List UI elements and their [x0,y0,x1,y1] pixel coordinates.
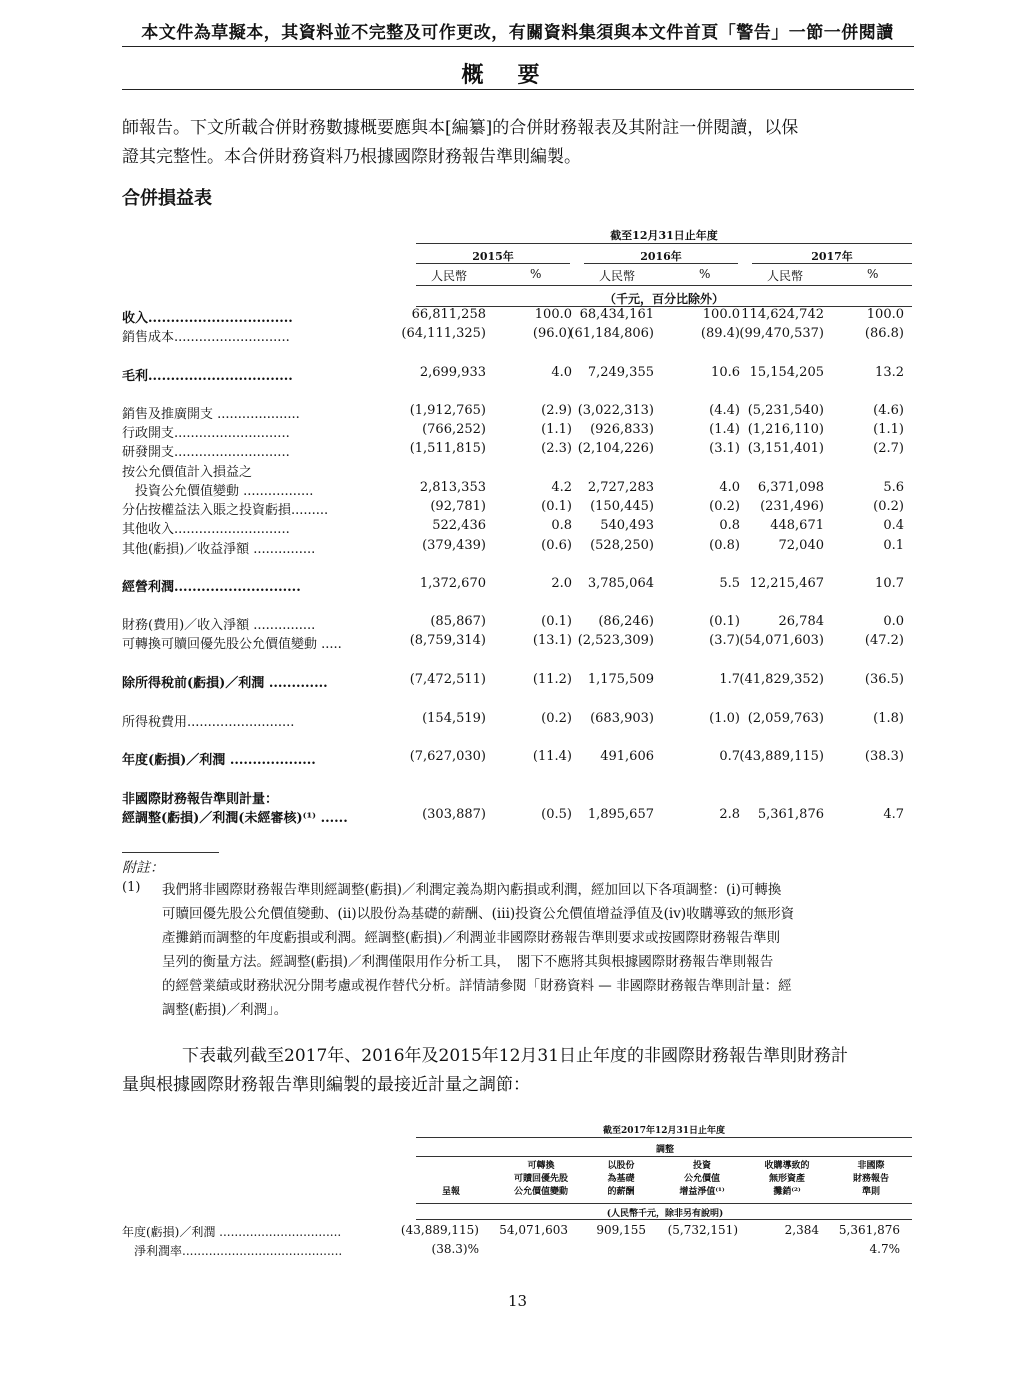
recon-column-header-line: 投資 [692,1161,711,1171]
cell-value: (54,071,603) [739,633,824,648]
row-label: 年度(虧損)／利潤 ................................ [122,1225,342,1239]
cell-value: (2.7) [873,441,904,456]
row-label: 所得稅費用.......................... [122,715,295,730]
note-line: 呈列的衡量方法。經調整(虧損)／利潤僅限用作分析工具， 閣下不應將其與根據國際財務報告準則報告 [162,954,774,970]
row-label: 行政開支............................ [122,426,290,441]
recon-column-header-line: 為基礎 [607,1174,635,1184]
cell-value: 4.0 [551,365,572,380]
cell-value: 100.0 [534,307,572,322]
recon-column-header-line: 呈報 [441,1187,460,1197]
cell-value: 0.4 [883,518,904,533]
cell-value: 5.6 [883,480,904,495]
recon-period-header: 截至2017年12月31日止年度 [602,1126,726,1136]
intro-line-1: 師報告。下文所載合併財務數據概要應與本[編纂]的合併財務報表及其附註一併閱讀，以保 [122,118,799,138]
recon-rule-1 [416,1137,912,1138]
table-row [122,480,914,498]
recon-rule-3 [416,1203,912,1204]
cell-value: 0.0 [883,614,904,629]
cell-value: (231,496) [760,499,824,514]
cell-value: (4.4) [709,403,740,418]
recon-column-header [833,1160,909,1199]
cell-value: (683,903) [590,711,654,726]
cell-value: (13.1) [532,633,572,648]
row-label: 年度(虧損)／利潤 ................... [122,753,316,768]
cell-value: (86,246) [598,614,654,629]
cell-value: 5.5 [719,576,740,591]
cell-value: (96.0) [532,326,572,341]
table-row [122,749,914,767]
cell-value: 0.1 [883,538,904,553]
cell-value: 15,154,205 [749,365,824,380]
cell-value: (11.4) [532,749,572,764]
recon-column-header-line: 公允價值 [683,1174,720,1184]
cell-value: (766,252) [422,422,486,437]
table-row [122,633,914,651]
year-2016: 2016年 [640,250,682,263]
cell-value: 10.7 [875,576,904,591]
note-number: (1) [122,880,141,895]
cell-value: (43,889,115) [739,749,824,764]
period-header: 截至12月31日止年度 [610,229,718,242]
cell-value: (3,151,401) [747,441,824,456]
table-row [122,1223,914,1239]
cell-value: (4.6) [873,403,904,418]
unit-note: （千元，百分比除外） [603,292,724,306]
cell-value: (61,184,806) [569,326,654,341]
recon-column-header-line: 可贖回優先股 [513,1174,568,1184]
table-row [122,1242,914,1258]
row-label: 研發開支............................ [122,445,290,460]
cell-value: 3,785,064 [587,576,654,591]
note-line: 產攤銷而調整的年度虧損或利潤。經調整(虧損)／利潤並非國際財務報告準則要求或按國際財務報告準則 [162,930,781,946]
cell-value: 26,784 [778,614,824,629]
col-pct-2016: % [699,267,711,281]
cell-value: (85,867) [430,614,486,629]
cell-value: 1.7 [719,672,740,687]
recon-column-header-line [416,1173,486,1186]
cell-value: (303,887) [422,807,486,822]
section-heading: 合併損益表 [122,188,212,209]
cell-value: 4.0 [719,480,740,495]
cell-value: (3,022,313) [577,403,654,418]
recon-intro-line-1: 下表載列截至2017年、2016年及2015年12月31日止年度的非國際財務報告準則財務計 [182,1046,849,1066]
recon-intro [122,1042,914,1100]
cell-value: (3.1) [709,441,740,456]
cell-value: (3.7) [709,633,740,648]
cell-value: 100.0 [702,307,740,322]
cell-value: (7,627,030) [409,749,486,764]
cell-value: (0.5) [541,807,572,822]
recon-column-header [416,1160,486,1199]
cell-value: (43,889,115) [400,1223,479,1237]
cell-value: 2.0 [551,576,572,591]
cell-value: (7,472,511) [409,672,486,687]
cell-value: (8,759,314) [409,633,486,648]
table-row [122,672,914,690]
cell-value: (528,250) [590,538,654,553]
cell-value: (0.2) [709,499,740,514]
row-label: 可轉換可贖回優先股公允價值變動 ..... [122,637,342,652]
year-rule-2017 [752,263,912,264]
table-row [122,326,914,344]
year-rule-2016 [584,263,738,264]
row-label: 分佔按權益法入賬之投資虧損......... [122,503,329,518]
cell-value: 2.8 [719,807,740,822]
cell-value: (0.1) [541,499,572,514]
year-rule-2015 [416,263,570,264]
cell-value: (36.5) [864,672,904,687]
cell-value: (2,104,226) [577,441,654,456]
cell-value: 114,624,742 [741,307,824,322]
recon-column-header [748,1160,826,1199]
cell-value: (0.1) [541,614,572,629]
cell-value: (38.3)% [431,1242,479,1256]
cell-value: (86.8) [864,326,904,341]
note-line: 的經營業績或財務狀況分開考慮或視作替代分析。詳情請參閱「財務資料 — 非國際財務報告準則計量：經 [162,978,792,994]
cell-value: 5,361,876 [838,1223,900,1237]
cell-value: (1,511,815) [409,441,486,456]
col-pct-2017: % [867,267,879,281]
cell-value: (0.8) [709,538,740,553]
col-rmb-2015: 人民幣 [431,269,468,283]
row-label: 銷售及推廣開支 .................... [122,407,300,422]
cell-value: 54,071,603 [499,1223,568,1237]
table-row [122,614,914,632]
cell-value: (379,439) [422,538,486,553]
table-row [122,307,914,325]
cell-value: 72,040 [778,538,824,553]
row-label: 毛利................................ [122,369,293,384]
cell-value: (0.2) [541,711,572,726]
cell-value: (89.4) [700,326,740,341]
cell-value: (2,059,763) [747,711,824,726]
row-label: 投資公允價值變動 ................. [122,484,314,499]
cell-value: 2,699,933 [419,365,486,380]
row-label: 其他(虧損)／收益淨額 ............... [122,542,316,557]
row-label: 經營利潤............................ [122,580,301,595]
cell-value: (926,833) [590,422,654,437]
cell-value: 0.7 [719,749,740,764]
page-number: 13 [507,1292,528,1310]
cell-value: (5,732,151) [667,1223,738,1237]
notes-title: 附註： [122,860,164,876]
table-row [122,538,914,556]
table-row [122,518,914,536]
table-row [122,403,914,421]
cell-value: 100.0 [866,307,904,322]
col-pct-2015: % [530,267,542,281]
cell-value: (11.2) [532,672,572,687]
cell-value: (1.4) [709,422,740,437]
recon-column-header-line: 增益淨值⁽¹⁾ [679,1187,725,1197]
row-label: 收入................................ [122,311,293,326]
row-label: 除所得稅前(虧損)／利潤 ............. [122,676,328,691]
recon-column-header-line: 攤銷⁽²⁾ [773,1187,801,1197]
recon-adjust-header: 調整 [655,1145,674,1155]
year-2017: 2017年 [811,250,853,263]
row-label: 淨利潤率.......................................... [122,1244,343,1258]
cell-value: (2.3) [541,441,572,456]
cell-value: (1.1) [873,422,904,437]
cell-value: 66,811,258 [411,307,486,322]
col-header-rule [416,285,912,286]
row-label: 按公允價值計入損益之 [122,465,253,480]
recon-column-header [586,1160,656,1199]
recon-column-header [500,1160,582,1199]
cell-value: 1,895,657 [587,807,654,822]
cell-value: (64,111,325) [401,326,486,341]
cell-value: (1.0) [709,711,740,726]
cell-value: 1,175,509 [587,672,654,687]
recon-column-header-line: 以股份 [607,1161,635,1171]
year-2015: 2015年 [472,250,514,263]
intro-paragraph [122,114,914,172]
cell-value: 5,361,876 [757,807,824,822]
recon-column-header-line: 的薪酬 [607,1187,635,1197]
row-label: 非國際財務報告準則計量： [122,792,279,807]
table-row [122,576,914,594]
row-label: 銷售成本............................ [122,330,290,345]
draft-warning-banner: 本文件為草擬本，其資料並不完整及可作更改，有關資料集須與本文件首頁「警告」一節一併閱讀 [141,23,894,43]
notes-rule [122,852,219,853]
cell-value: 7,249,355 [587,365,654,380]
cell-value: 448,671 [770,518,824,533]
cell-value: 4.7% [869,1242,900,1256]
table-row [122,422,914,440]
row-label: 經調整(虧損)／利潤(未經審核)⁽¹⁾ ...... [122,811,348,826]
cell-value: 2,384 [784,1223,819,1237]
recon-column-header-line: 準則 [861,1187,880,1197]
recon-rule-4 [416,1219,912,1220]
cell-value: 4.2 [551,480,572,495]
cell-value: (41,829,352) [739,672,824,687]
cell-value: (47.2) [864,633,904,648]
cell-value: 1,372,670 [419,576,486,591]
cell-value: 2,813,353 [419,480,486,495]
cell-value: (2,523,309) [577,633,654,648]
table-row [122,788,914,806]
cell-value: (150,445) [590,499,654,514]
cell-value: (1.8) [873,711,904,726]
table-row [122,499,914,517]
recon-column-header-line: 可轉換 [527,1161,555,1171]
recon-column-header-line [416,1160,486,1173]
header-rule-bottom [122,89,914,90]
table-row [122,365,914,383]
cell-value: (1,912,765) [409,403,486,418]
recon-column-header-line: 非國際 [857,1161,885,1171]
cell-value: (154,519) [422,711,486,726]
recon-column-header [663,1160,741,1199]
table-row [122,461,914,479]
cell-value: 491,606 [600,749,654,764]
cell-value: (99,470,537) [739,326,824,341]
cell-value: 909,155 [596,1223,646,1237]
cell-value: (1,216,110) [747,422,824,437]
table-row [122,441,914,459]
cell-value: (1.1) [541,422,572,437]
cell-value: 13.2 [875,365,904,380]
cell-value: (0.1) [709,614,740,629]
cell-value: (5,231,540) [747,403,824,418]
recon-column-header-line: 無形資產 [768,1174,805,1184]
cell-value: (38.3) [864,749,904,764]
row-label: 財務(費用)／收入淨額 ............... [122,618,316,633]
cell-value: (92,781) [430,499,486,514]
cell-value: (0.6) [541,538,572,553]
cell-value: 2,727,283 [587,480,654,495]
cell-value: (2.9) [541,403,572,418]
note-line: 調整(虧損)／利潤」。 [162,1002,288,1018]
recon-intro-line-2: 量與根據國際財務報告準則編製的最接近計量之調節： [122,1075,530,1095]
note-line: 我們將非國際財務報告準則經調整(虧損)／利潤定義為期內虧損或利潤，經加回以下各項調整：(i)可轉換 [162,882,782,898]
note-text [162,878,914,1022]
cell-value: 4.7 [883,807,904,822]
col-rmb-2016: 人民幣 [599,269,636,283]
page-title: 概要 [461,62,574,88]
cell-value: (0.2) [873,499,904,514]
recon-column-header-line: 收購導致的 [764,1161,810,1171]
cell-value: 12,215,467 [749,576,824,591]
table-row [122,807,914,825]
note-line: 可贖回優先股公允價值變動、(ii)以股份為基礎的薪酬、(iii)投資公允價值增益淨值及(iv)收購導致的無形資 [162,906,795,922]
recon-rule-2 [416,1156,912,1157]
intro-line-2: 證其完整性。本合併財務資料乃根據國際財務報告準則編製。 [122,147,581,167]
cell-value: 540,493 [600,518,654,533]
header-rule-top [122,46,914,47]
cell-value: 522,436 [432,518,486,533]
col-rmb-2017: 人民幣 [767,269,804,283]
cell-value: 6,371,098 [757,480,824,495]
cell-value: 68,434,161 [579,307,654,322]
cell-value: 0.8 [551,518,572,533]
cell-value: 10.6 [711,365,740,380]
row-label: 其他收入............................ [122,522,290,537]
table-row [122,711,914,729]
recon-column-header-line: 財務報告 [852,1174,889,1184]
recon-unit-note: (人民幣千元，除非另有說明) [606,1209,724,1219]
cell-value: 0.8 [719,518,740,533]
recon-column-header-line: 公允價值變動 [513,1187,568,1197]
period-header-rule [416,243,912,244]
